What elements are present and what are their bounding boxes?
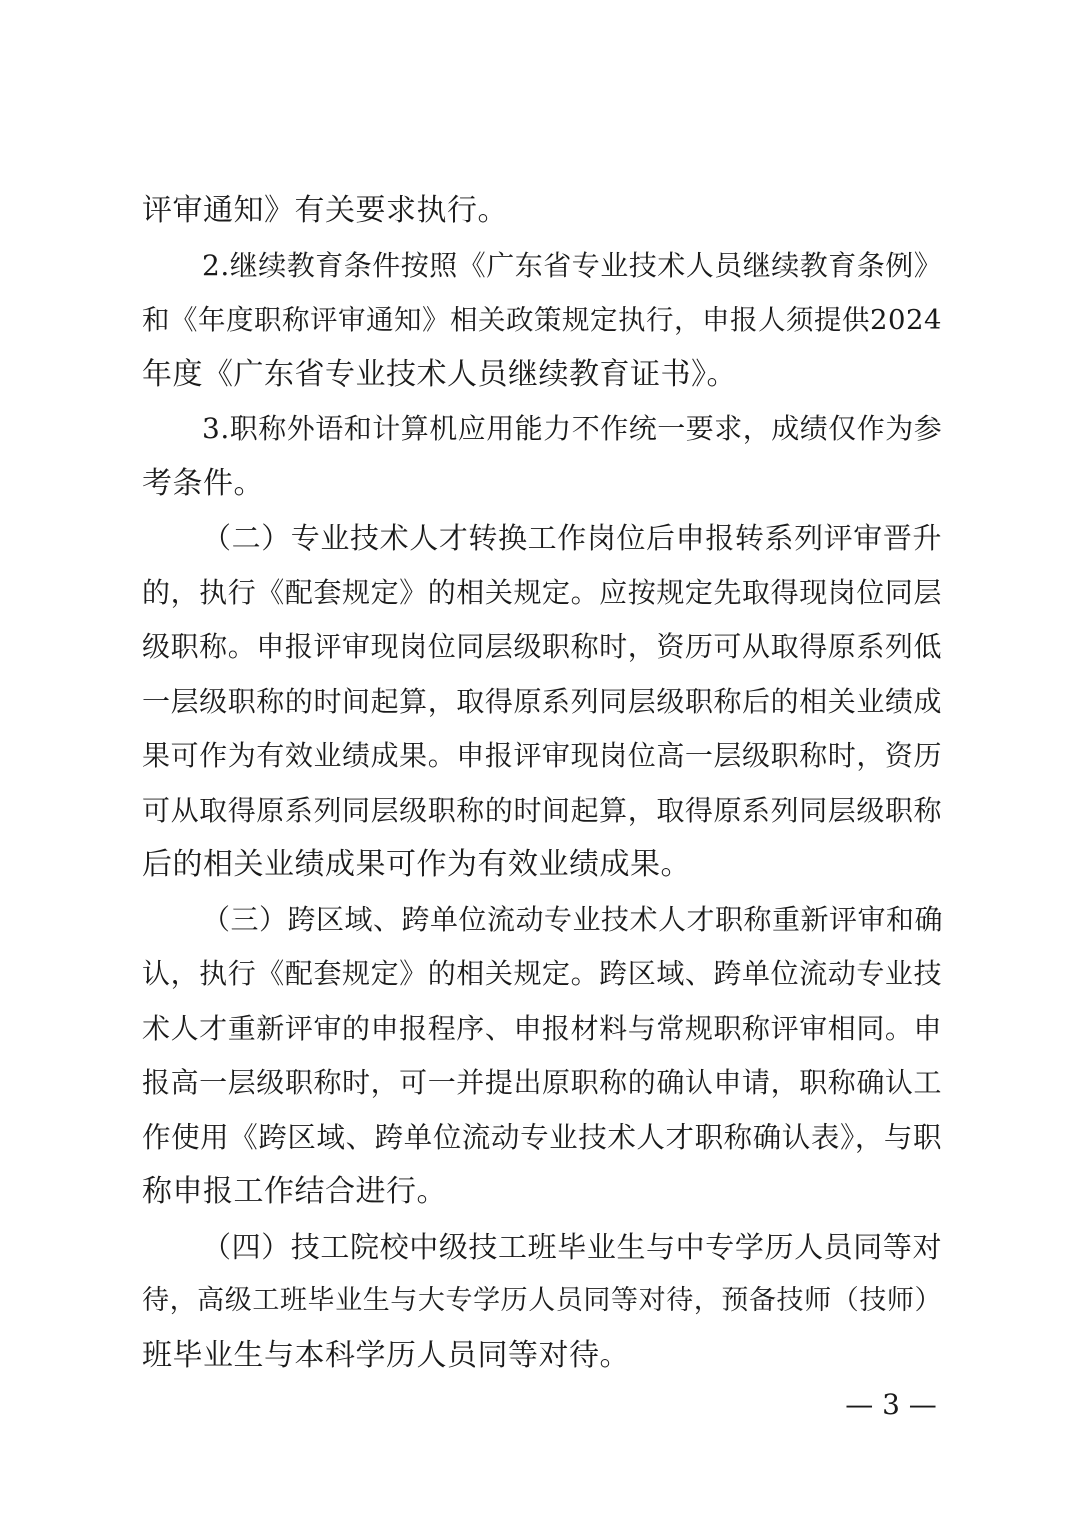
text-line: 术人才重新评审的申报程序、申报材料与常规职称评审相同。申: [142, 1011, 942, 1045]
body-text: [142, 184, 942, 1383]
text-line: 的，执行《配套规定》的相关规定。应按规定先取得现岗位同层: [142, 575, 942, 609]
text-line: （二）专业技术人才转换工作岗位后申报转系列评审晋升: [202, 521, 942, 555]
text-line: 3.职称外语和计算机应用能力不作统一要求，成绩仅作为参: [202, 412, 943, 445]
text-line: 考条件。: [142, 465, 264, 501]
text-line: （四）技工院校中级技工班毕业生与中专学历人员同等对: [202, 1229, 942, 1264]
text-line: 待，高级工班毕业生与大专学历人员同等对待，预备技师（技师）: [142, 1285, 942, 1316]
text-line: 报高一层级职称时，可一并提出原职称的确认申请，职称确认工: [142, 1066, 942, 1099]
text-line: 可从取得原系列同层级职称的时间起算，取得原系列同层级职称: [142, 793, 942, 827]
text-line: 年度《广东省专业技术人员继续教育证书》。: [142, 356, 737, 392]
text-line: 级职称。申报评审现岗位同层级职称时，资历可从取得原系列低: [142, 630, 942, 663]
text-line: 和《年度职称评审通知》相关政策规定执行，申报人须提供2024: [142, 304, 942, 336]
text-line: 果可作为有效业绩成果。申报评审现岗位高一层级职称时，资历: [142, 739, 942, 772]
text-line: 班毕业生与本科学历人员同等对待。: [142, 1337, 630, 1373]
text-line: 认，执行《配套规定》的相关规定。跨区域、跨单位流动专业技: [142, 957, 942, 990]
text-line: 一层级职称的时间起算，取得原系列同层级职称后的相关业绩成: [142, 684, 942, 718]
text-line: 作使用《跨区域、跨单位流动专业技术人才职称确认表》，与职: [142, 1120, 942, 1154]
text-line: 称申报工作结合进行。: [142, 1174, 447, 1209]
text-line: 后的相关业绩成果可作为有效业绩成果。: [142, 847, 691, 882]
text-line: 评审通知》有关要求执行。: [142, 193, 508, 228]
text-line: （三）跨区域、跨单位流动专业技术人才职称重新评审和确: [202, 902, 944, 936]
text-line: 2.继续教育条件按照《广东省专业技术人员继续教育条例》: [202, 248, 943, 282]
page-number: — 3 —: [845, 1388, 937, 1421]
